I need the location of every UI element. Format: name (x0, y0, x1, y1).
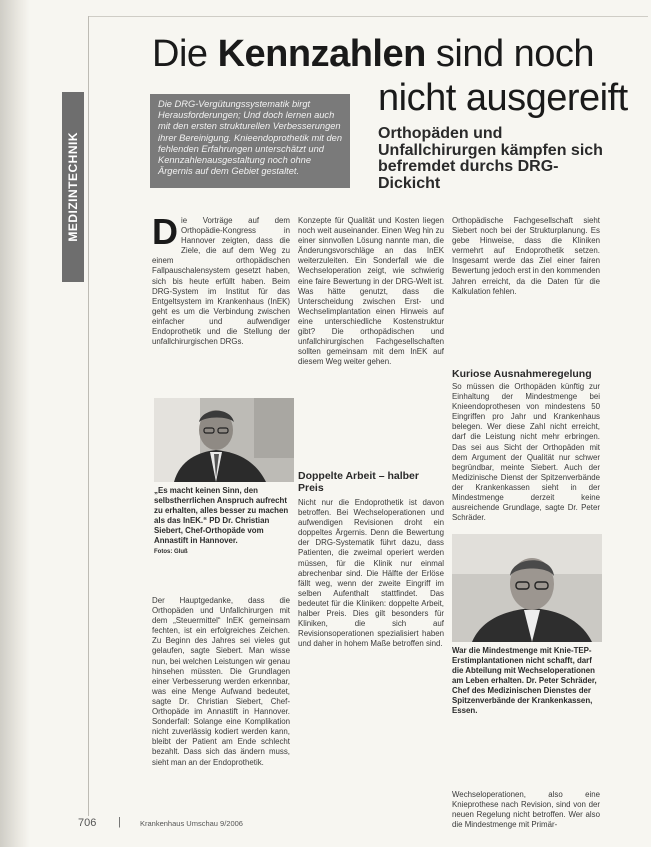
portrait-photo-schraeder (452, 534, 602, 642)
top-rule (88, 16, 648, 17)
body-paragraph: Wechseloperationen, also eine Knieprothese nach Revision, sind von der neuen Regelung nicht betroffen. Wer also die Mindestmenge mit Primär- (452, 790, 600, 830)
body-column-2 (298, 216, 444, 367)
body-column-3 (452, 216, 600, 297)
caption-text: „Es macht keinen Sinn, den selbstherrlichen Anspruch aufrecht zu erhalten, alles besser zu machen als das InEK.“ PD Dr. Christian Siebert, Chef-Orthopäde vom Annastift in Hannover. (154, 486, 289, 545)
lead-teaser: Die DRG-Vergütungssystematik birgt Herausforderungen; Und doch lernen auch mit den ersten strukturellen Verbesserungen ihrer Bereinigung. Knieendoprothetik mit den fehlenden Erfahrungen unterschätzt und Kennzahlenausgestaltung noch ohne Ärgernis auf dem Gebiet gestaltet. (150, 94, 350, 188)
footer-separator: | (118, 816, 121, 828)
headline-suffix: sind noch (425, 33, 595, 75)
portrait-photo-siebert (154, 398, 294, 482)
body-paragraph: Der Hauptgedanke, dass die Orthopäden und Unfallchirurgen mit dem „Steuermittel“ InEK gemeinsam fechten, ist ein erfolgreiches Zeichen. Zu Beginn des Jahres sei vieles gut gelaufen, sagte Siebert. Man wisse nun, bei welchen Leistungen wir genau hinsehen müssten. Die Grundlagen einer Verbesserung werden erkennbar, was eine Menge Aufwand bedeutet, sagte Dr. Christian Siebert, Chef-Orthopäde im Annastift in Hannover. Sonderfall: Solange eine Komplikation nicht zuverlässig kodiert werden kann, bleibt der Patient am Ende schlecht bezahlt. Dass sich das ändern muss, sieht man an der Endoprothetik. (152, 596, 290, 767)
body-paragraph: Konzepte für Qualität und Kosten liegen noch weit auseinander. Einen Weg hin zu einer sinnvollen Lösung nannte man, die Änderungsvorschläge an das InEK weiterzuleiten. Ein Sonderfall wie die Wechseloperation zeigt, wie schwierig eine faire Bewertung in der DRG-Welt ist. Was hätte genutzt, dass die Unterscheidung zwischen Erst- und Wechselimplantation einen Hinweis auf eine unterschiedliche Kostenstruktur gibt? Die orthopädischen und unfallchirurgischen Fachgesellschaften sollten gemeinsam mit dem InEK auf diesem Weg weiter gehen. (298, 216, 444, 367)
headline-line-1 (152, 32, 632, 76)
body-column-1 (152, 211, 290, 347)
body-column-3-continued (452, 382, 600, 523)
photo-caption-2: War die Mindestmenge mit Knie-TEP-Erstimplantationen nicht schafft, darf die Abteilung mit Wechseloperationen am Leben erhalten. Dr. Peter Schräder, Chef des Medizinischen Dienstes der Spitzenverbände der Krankenkassen, Essen. (452, 646, 597, 715)
headline-prefix: Die (152, 33, 218, 75)
left-rule (88, 16, 89, 816)
page-gutter (0, 0, 30, 847)
body-paragraph: Nicht nur die Endoprothetik ist davon betroffen. Bei Wechseloperationen und aufwendigen Revisionen droht ein doppeltes Ärgernis. Denn die Bewertung der DRG-Systematik führt dazu, dass Patienten, die zweimal operiert werden müssen, für die Klinik nur einmal abrechenbar sind. Die Hälfte der Erlöse fällt weg, wenn der zweite Eingriff im selben Aufenthalt stattfindet. Das bedeutet für die Kliniken: doppelte Arbeit, halber Preis. Dies gilt besonders für Kliniken, die sich auf Revisionsoperationen spezialisiert haben und daher in hohem Maße betroffen sind. (298, 498, 444, 649)
photo-caption-1 (154, 486, 294, 557)
subheadline: Orthopäden und Unfallchirurgen kämpfen sich befremdet durchs DRG-Dickicht (378, 125, 603, 192)
portrait-schraeder-image (452, 534, 602, 642)
section-heading-kuriose-ausnahmeregelung: Kuriose Ausnahmeregelung (452, 368, 592, 380)
body-column-2-continued (298, 498, 444, 649)
drop-cap: D (152, 211, 178, 252)
headline-line-2: nicht ausgereift (378, 77, 628, 119)
body-column-3-end (452, 790, 600, 830)
section-heading-doppelte-arbeit: Doppelte Arbeit – halber Preis (298, 470, 419, 494)
body-paragraph: So müssen die Orthopäden künftig zur Einhaltung der Mindestmenge bei Knieendoprothesen von mindestens 50 Eingriffen pro Jahr und Krankenhaus belegen. Wer diese Zahl nicht erreicht, darf die Leistung nicht mehr erbringen. Das sei aus Sicht der Orthopäden mit dem Argument der Qualität nur schwer begründbar, meinte Siebert. Auch der Medizinische Dienst der Spitzenverbände der Krankenkassen sieht in der Mindestmenge derzeit keine ausreichende Grundlage, sagte Dr. Peter Schräder. (452, 382, 600, 523)
portrait-siebert-image (154, 398, 294, 482)
photo-credit: Fotos: Gluß (154, 549, 188, 555)
body-paragraph: Orthopädische Fachgesellschaft sieht Siebert noch bei der Strukturplanung. Es gebe Hinweise, dass die Kliniken vermehrt auf Endoprothetik setzen. Insgesamt werde das Ziel einer fairen Bewertung jedoch erst in den kommenden Jahren erreicht, da die Daten für die Kalkulation fehlen. (452, 216, 600, 296)
section-label: MEDIZINTECHNIK (66, 132, 80, 242)
body-paragraph: ie Vorträge auf dem Orthopädie-Kongress in Hannover zeigten, dass die Ziele, die auf dem Weg zu einem orthopädischen Fallpauschalensystem gesetzt haben, sich bis heute erfüllt haben. Beim DRG-System im Institut für das Entgeltsystem im Krankenhaus (InEK) geht es um die Verbindung zwischen einfacher und aufwendiger Endoprothetik und die Stellung der unfallchirurgischen DRGs. (152, 216, 290, 347)
page-number: 706 (78, 817, 97, 829)
journal-reference: Krankenhaus Umschau 9/2006 (140, 819, 243, 828)
section-tab-label-wrap (62, 92, 84, 282)
body-column-1-continued (152, 596, 290, 768)
headline-bold: Kennzahlen (217, 33, 426, 75)
